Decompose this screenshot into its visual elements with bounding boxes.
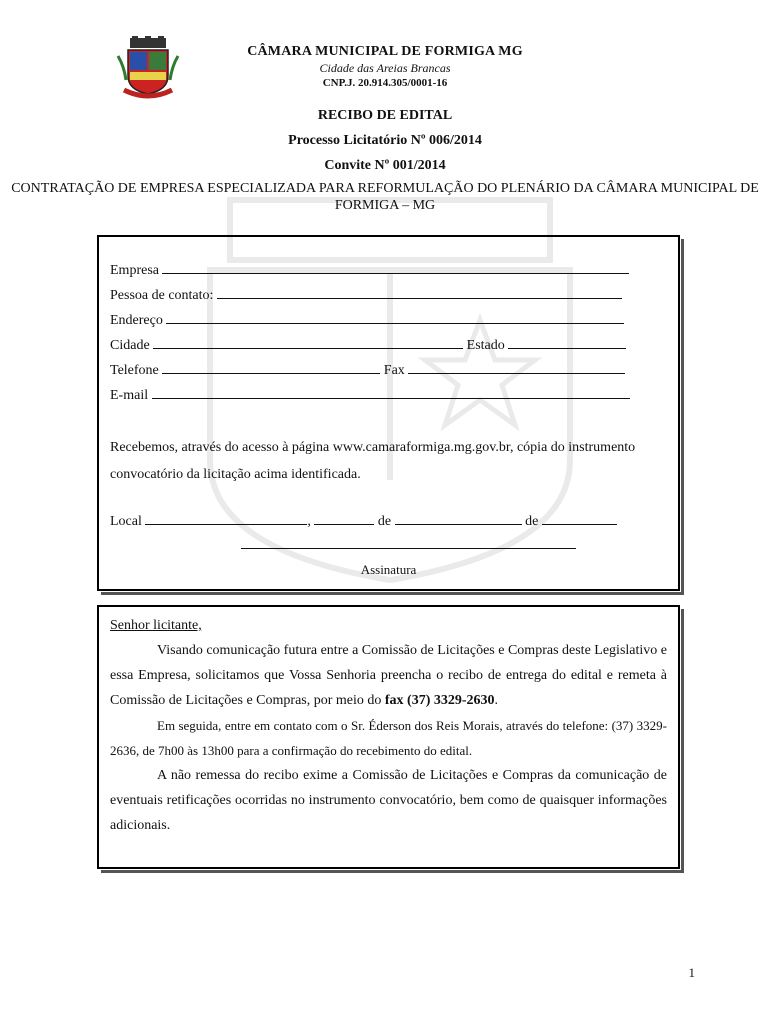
p1-text: Visando comunicação futura entre a Comissão de Licitações e Compras deste Legislativo e essa Empresa, solicitamos que Vossa Senhoria preencha o recibo de entrega do edital e remeta à Comissão de Licitações e Compras, por meio do [110,643,667,708]
fax-number: fax (37) 3329-2630 [384,693,495,708]
empresa-row [110,261,629,279]
letterhead [0,44,770,89]
fax-field[interactable] [408,361,625,374]
process-number: Processo Licitatório Nº 006/2014 [288,133,482,148]
contato-row [110,286,622,304]
invitation-number: Convite Nº 001/2014 [324,158,446,173]
institution-name: CÂMARA MUNICIPAL DE FORMIGA MG [247,44,523,59]
page-number: 1 [688,965,695,980]
day-field[interactable] [314,512,374,525]
receipt-form-box [97,235,680,591]
empresa-label: Empresa [110,263,159,278]
notice-box [97,605,680,869]
de-label-1: de [377,514,392,529]
receipt-declaration: Recebemos, através do acesso à página www.camaraformiga.mg.gov.br, cópia do instrumento convocatório da licitação acima identificada. [110,440,636,482]
local-field[interactable] [145,512,307,525]
email-row [110,386,630,404]
empresa-field[interactable] [162,261,629,274]
comma: , [307,514,311,529]
year-field[interactable] [542,512,617,525]
document-title: RECIBO DE EDITAL [317,108,453,123]
endereco-row [110,311,624,329]
local-label: Local [110,514,142,529]
notice-salutation [110,613,667,638]
month-field[interactable] [395,512,522,525]
object-description: CONTRATAÇÃO DE EMPRESA ESPECIALIZADA PARA REFORMULAÇÃO DO PLENÁRIO DA CÂMARA MUNICIPAL DE FORMIGA – MG [11,181,759,213]
signature-line[interactable] [241,548,576,549]
signature-label: Assinatura [360,562,417,577]
endereco-field[interactable] [166,311,624,324]
cidade-row [110,336,626,354]
cidade-field[interactable] [153,336,463,349]
notice-paragraph-2: Em seguida, entre em contato com o Sr. Éderson dos Reis Morais, através do telefone: (37) 3329-2636, de 7h00 às 13h00 para a confirmação do recebimento do edital. [110,718,667,758]
email-field[interactable] [152,386,630,399]
email-label: E-mail [110,388,149,403]
telefone-field[interactable] [162,361,380,374]
telefone-row [110,361,625,379]
notice-paragraph-1 [110,638,667,713]
endereco-label: Endereço [110,313,163,328]
estado-label: Estado [466,338,505,353]
de-label-2: de [525,514,539,529]
telefone-label: Telefone [110,363,159,378]
fax-label: Fax [383,363,405,378]
local-date-row [110,512,617,530]
cidade-label: Cidade [110,338,150,353]
p1-end: . [494,693,499,708]
contato-label: Pessoa de contato: [110,288,214,303]
estado-field[interactable] [508,336,626,349]
notice-paragraph-3: A não remessa do recibo exime a Comissão de Licitações e Compras da comunicação de eventuais retificações ocorridas no instrumento convocatório, bem como de quaisquer informações adicionais. [110,768,667,833]
institution-motto: Cidade das Areias Brancas [319,61,451,75]
salutation-text: Senhor licitante, [110,618,202,633]
document-titles [0,108,770,214]
contato-field[interactable] [217,286,622,299]
institution-cnpj: CNP.J. 20.914.305/0001-16 [322,77,448,89]
